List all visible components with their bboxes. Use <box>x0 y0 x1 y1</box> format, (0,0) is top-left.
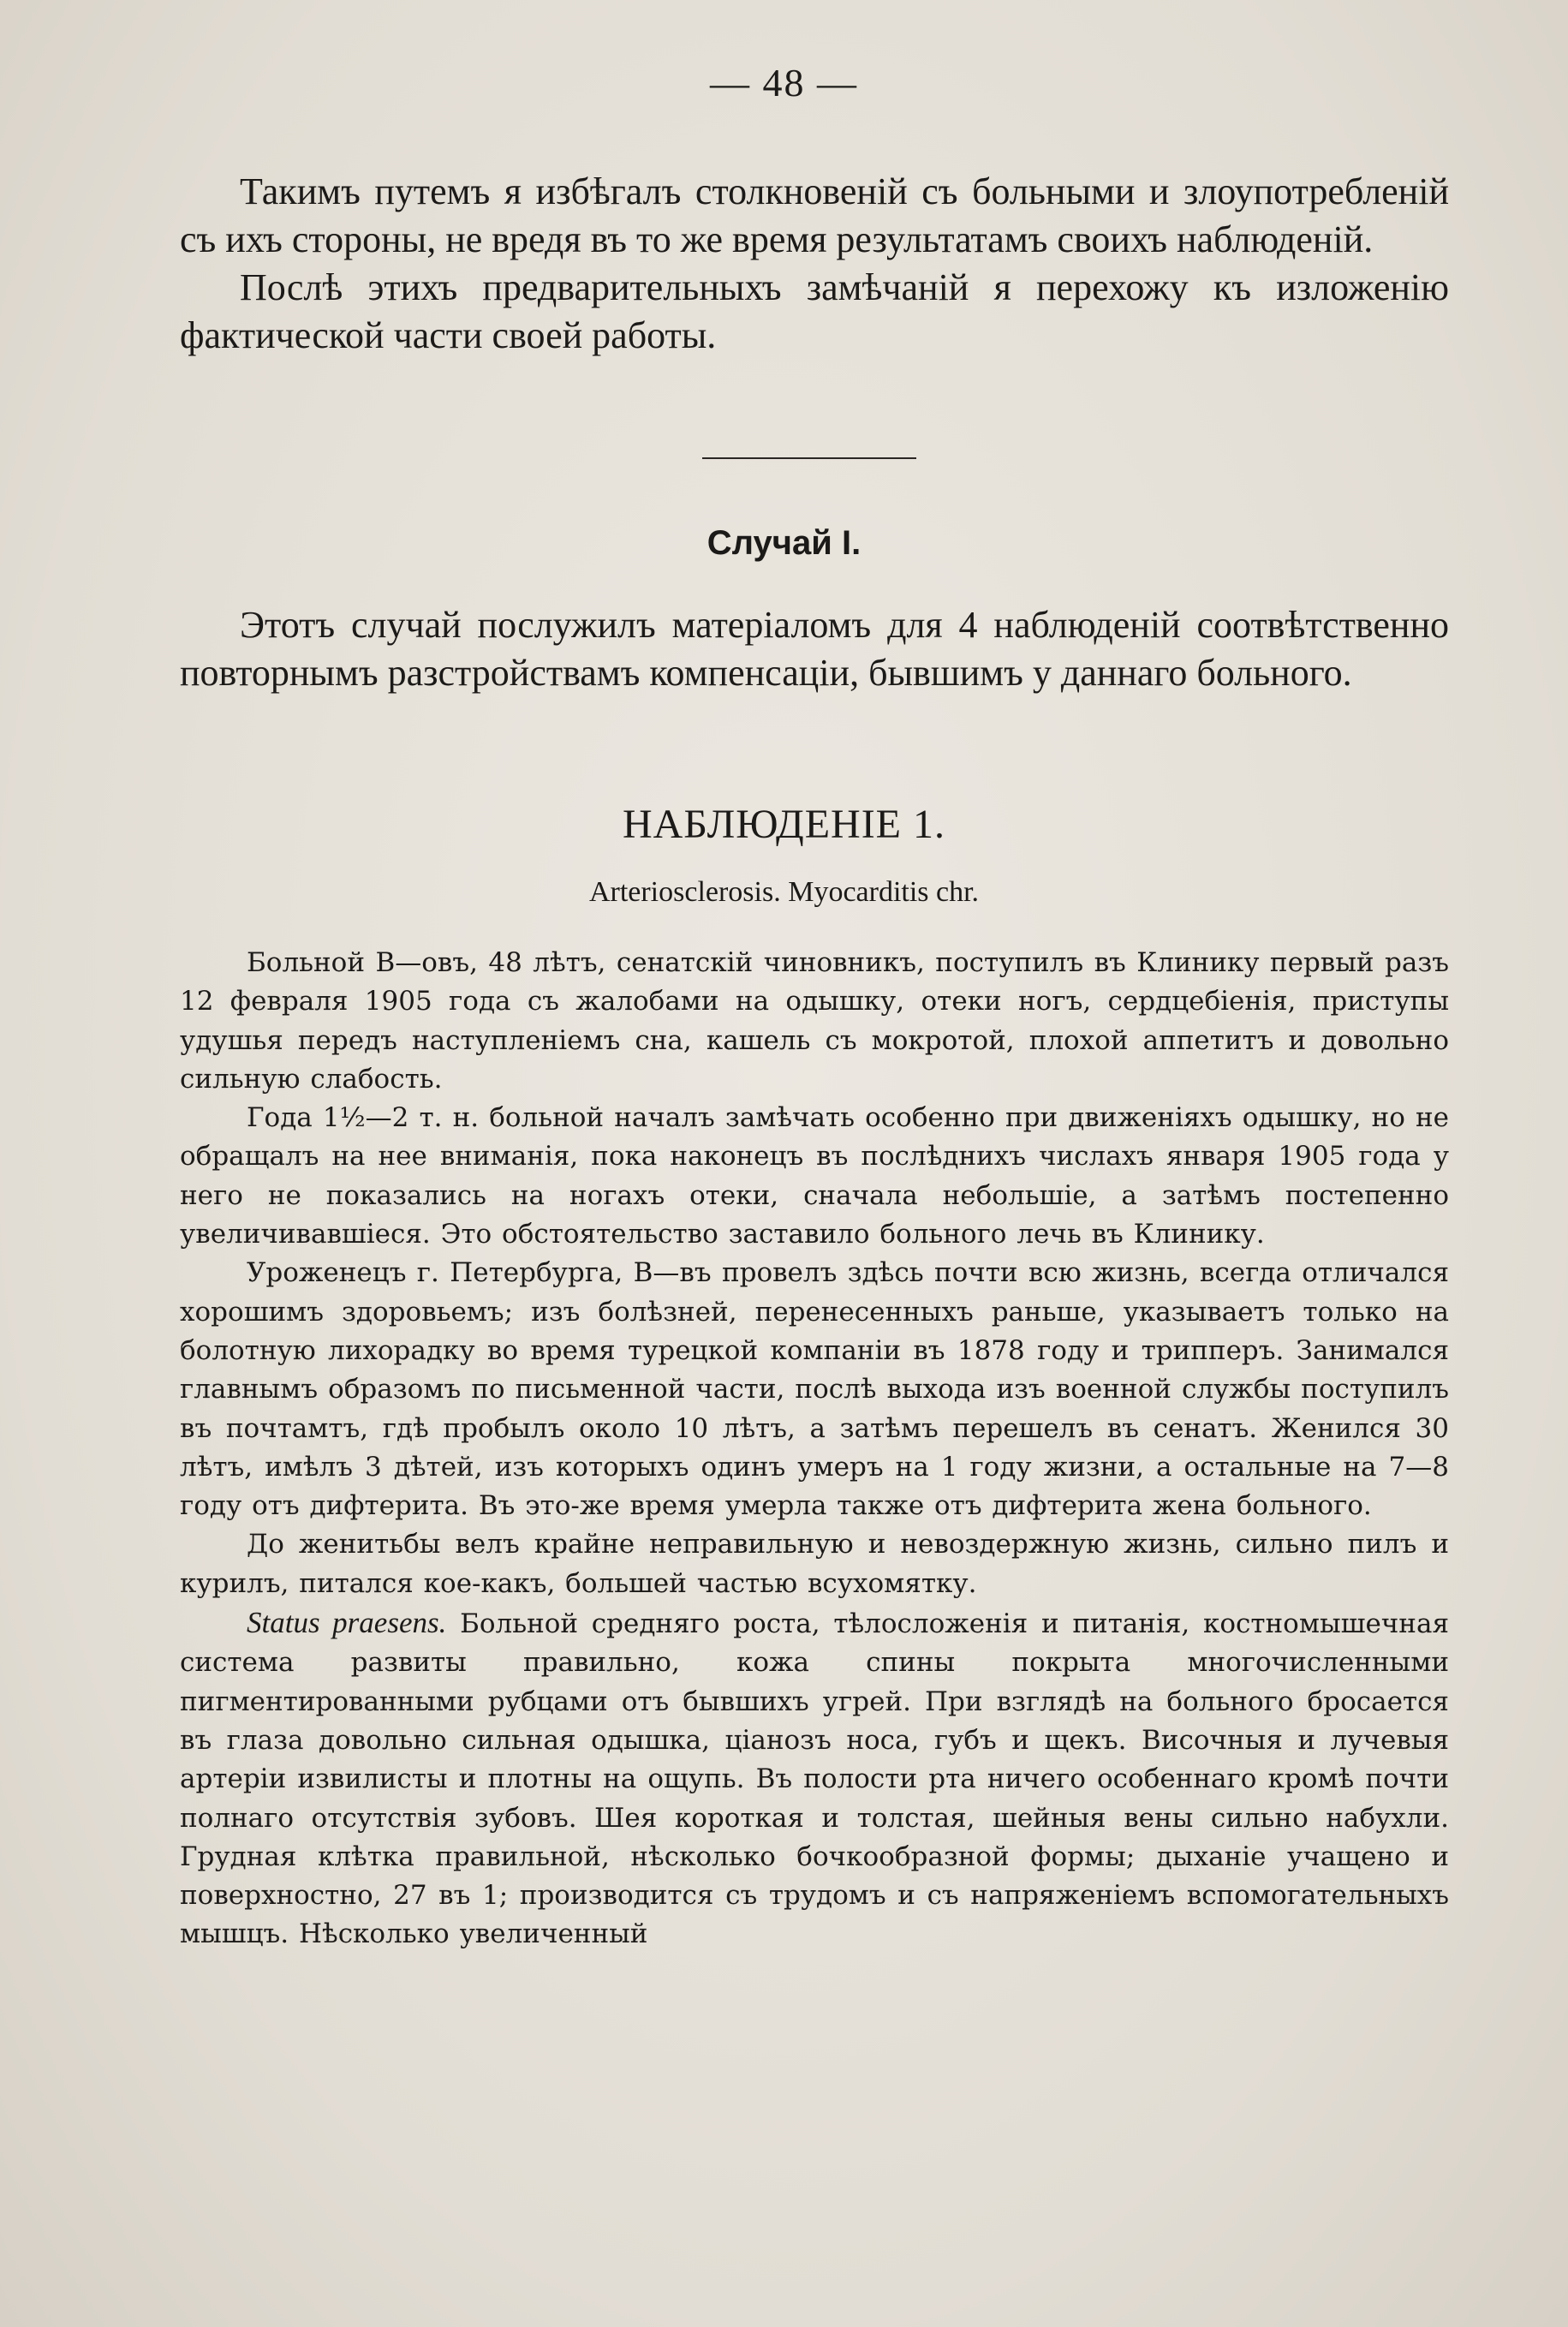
status-praesens-text: Больной средняго роста, тѣлосложенія и питанія, костномышечная система развиты правильно, кожа спины покрыта многочисленными пигментированными рубцами отъ бывшихъ угрей. При взглядѣ на больного бросается въ глаза довольно сильная одышка, ціанозъ носа, губъ и щекъ. Височныя и лучевыя артеріи извилисты и плотны на ощупь. Въ полости рта ничего особеннаго кромѣ почти полнаго отсутствія зубовъ. Шея короткая и толстая, шейныя вены сильно набухли. Грудная клѣтка правильной, нѣсколько бочкообразной формы; дыханіе учащено и поверхностно, 27 въ 1; производится съ трудомъ и съ напряженіемъ вспомогательныхъ мышцъ. Нѣсколько увеличенный <box>180 1608 1449 1950</box>
diagnosis: Arteriosclerosis. Myocarditis chr. <box>588 876 980 908</box>
intro-paragraph-1: Такимъ путемъ я избѣгалъ столкновеній съ больными и злоупотребленій съ ихъ стороны, не вредя въ то же время результатамъ своихъ наблюденій. <box>180 170 1449 260</box>
observation-title: НАБЛЮДЕНІЕ 1. <box>622 802 945 847</box>
intro-section <box>180 168 1449 360</box>
case-section <box>180 601 1449 697</box>
status-praesens-label: Status praesens. <box>247 1606 447 1640</box>
history-paragraph-3: Уроженецъ г. Петербурга, В—въ провелъ здѣсь почти всю жизнь, всегда отличался хорошимъ здоровьемъ; изъ болѣзней, перенесенныхъ раньше, указываетъ только на болотную лихорадку во время турецкой компаніи въ 1878 году и трипперъ. Занимался главнымъ образомъ по письменной части, послѣ выхода изъ военной службы поступилъ въ почтамтъ, гдѣ пробылъ около 10 лѣтъ, а затѣмъ перешелъ въ сенатъ. Женился 30 лѣтъ, имѣлъ 3 дѣтей, изъ которыхъ одинъ умеръ на 1 году жизни, а остальные на 7—8 году отъ дифтерита. Въ это-же время умерла также отъ дифтерита жена больного. <box>180 1257 1449 1522</box>
status-praesens-paragraph <box>180 1603 1449 1954</box>
history-section <box>180 944 1449 1954</box>
page-number: — 48 — <box>710 61 858 104</box>
history-paragraph-1: Больной В—овъ, 48 лѣтъ, сенатскій чиновникъ, поступилъ въ Клинику первый разъ 12 февраля 1905 года съ жалобами на одышку, отеки ногъ, сердцебіенія, приступы удушья передъ наступленіемъ сна, кашель съ мокротой, плохой аппетитъ и довольно сильную слабость. <box>180 947 1449 1095</box>
section-divider <box>702 457 916 459</box>
intro-paragraph-2: Послѣ этихъ предварительныхъ замѣчаній я перехожу къ изложенію фактической части своей работы. <box>180 266 1449 356</box>
case-title: Случай I. <box>706 524 862 562</box>
history-paragraph-2: Года 1½—2 т. н. больной началъ замѣчать особенно при движеніяхъ одышку, но не обращалъ на нее вниманія, пока наконецъ въ послѣднихъ числахъ января 1905 года у него не показались на ногахъ отеки, сначала небольшіе, а затѣмъ постепенно увеличивавшіеся. Это обстоятельство заставило больного лечь въ Клинику. <box>180 1102 1449 1250</box>
case-paragraph: Этотъ случай послужилъ матеріаломъ для 4 наблюденій соотвѣтственно повторнымъ разстройствамъ компенсаціи, бывшимъ у даннаго больного. <box>180 604 1449 694</box>
history-paragraph-4: До женитьбы велъ крайне неправильную и невоздержную жизнь, сильно пилъ и курилъ, питался кое-какъ, большей частью всухомятку. <box>180 1529 1449 1599</box>
